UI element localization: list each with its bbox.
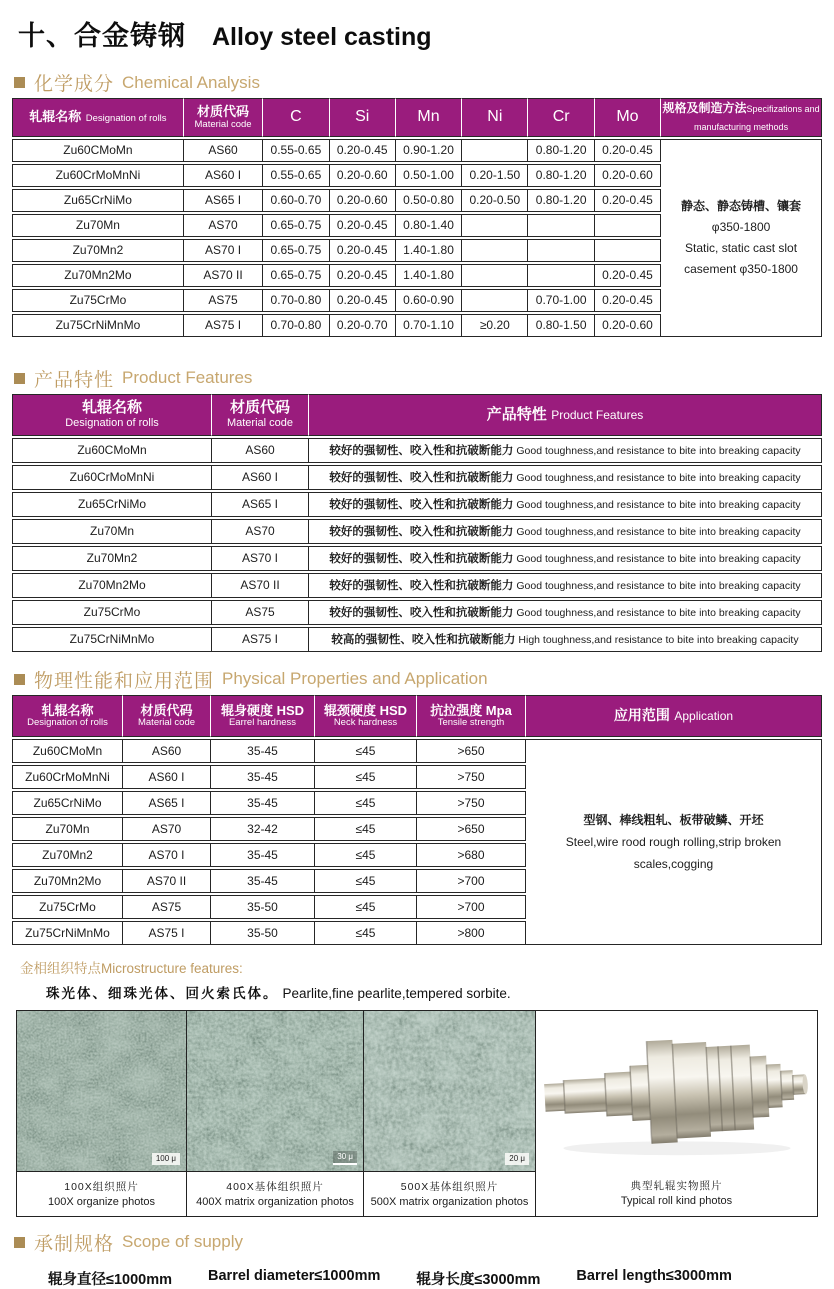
chemical-cell-c: 0.70-0.80 [263, 314, 329, 337]
section-heading-physical [14, 666, 834, 693]
col-header-element-mn: Mn [396, 98, 462, 137]
physical-cell-tensile: >680 [417, 843, 526, 867]
specs-line: φ350-1800 [711, 219, 771, 234]
physical-cell-neck: ≤45 [315, 895, 417, 919]
physical-cell-barrel: 35-45 [211, 739, 315, 763]
physical-table-row [12, 739, 822, 763]
physical-cell-neck: ≤45 [315, 921, 417, 945]
chemical-cell-si: 0.20-0.45 [330, 139, 396, 162]
features-cell-code: AS65 I [212, 492, 309, 517]
feature-text-cn: 较好的强韧性、咬入性和抗破断能力 [329, 579, 514, 592]
col-header-application: 应用范围 Application [526, 695, 822, 737]
col-header-element-ni: Ni [462, 98, 528, 137]
chemical-cell-name: Zu65CrNiMo [12, 189, 184, 212]
chemical-cell-mn: 0.60-0.90 [396, 289, 462, 312]
page-title-en: Alloy steel casting [212, 23, 432, 51]
feature-text-en: Good toughness,and resistance to bite into breaking capacity [516, 498, 801, 511]
features-cell-feature [309, 438, 822, 463]
physical-cell-barrel: 35-45 [211, 791, 315, 815]
physical-table-body [12, 739, 822, 945]
photo-caption: 100X组织照片 100X organize photos [17, 1172, 186, 1216]
features-cell-feature [309, 600, 822, 625]
chemical-cell-cr [528, 214, 594, 237]
section-heading-en: Product Features [122, 368, 253, 388]
features-cell-feature [309, 465, 822, 490]
physical-cell-neck: ≤45 [315, 843, 417, 867]
section-heading-en: Chemical Analysis [122, 72, 260, 92]
chemical-cell-name: Zu70Mn [12, 214, 184, 237]
physical-cell-neck: ≤45 [315, 817, 417, 841]
chemical-cell-si: 0.20-0.45 [330, 214, 396, 237]
features-table-row [12, 519, 822, 544]
physical-cell-tensile: >700 [417, 869, 526, 893]
feature-text-cn: 较好的强韧性、咬入性和抗破断能力 [329, 498, 514, 511]
features-cell-feature [309, 627, 822, 652]
feature-text-en: Good toughness,and resistance to bite into breaking capacity [516, 579, 801, 592]
features-cell-code: AS70 [212, 519, 309, 544]
physical-cell-tensile: >800 [417, 921, 526, 945]
square-bullet-icon [14, 1237, 25, 1248]
photo-col-500x [363, 1011, 535, 1216]
chemical-cell-c: 0.65-0.75 [263, 214, 329, 237]
chemical-cell-mn: 0.90-1.20 [396, 139, 462, 162]
product-features-table [12, 392, 822, 654]
feature-text-en: Good toughness,and resistance to bite into breaking capacity [516, 606, 801, 619]
chemical-cell-name: Zu75CrMo [12, 289, 184, 312]
physical-cell-name: Zu75CrMo [12, 895, 123, 919]
section-heading-cn: 化学成分 [34, 74, 115, 95]
chemical-analysis-table [12, 96, 822, 339]
col-header-tensile-strength: 抗拉强度 Mpa Tensile strength [417, 695, 526, 737]
feature-text-cn: 较好的强韧性、咬入性和抗破断能力 [329, 552, 514, 565]
chemical-cell-code: AS60 I [184, 164, 263, 187]
feature-text-en: High toughness,and resistance to bite into breaking capacity [518, 633, 799, 646]
physical-application-cell [526, 739, 822, 945]
photo-col-400x [186, 1011, 363, 1216]
chemical-cell-ni [462, 239, 528, 262]
physical-cell-code: AS60 [123, 739, 211, 763]
col-header-rolls: 轧辊名称 Designation of rolls [12, 98, 184, 137]
section-heading-features [14, 365, 834, 392]
photo-caption: 400X基体组织照片 400X matrix organization photos [187, 1172, 363, 1216]
physical-cell-code: AS65 I [123, 791, 211, 815]
chemical-cell-ni [462, 264, 528, 287]
section-heading-en: Physical Properties and Application [222, 669, 488, 689]
chemical-cell-mo: 0.20-0.45 [595, 189, 661, 212]
chemical-cell-code: AS60 [184, 139, 263, 162]
chemical-cell-mn: 1.40-1.80 [396, 264, 462, 287]
section-heading-cn: 产品特性 [34, 369, 115, 391]
photo-caption: 典型轧辊实物照片 Typical roll kind photos [536, 1171, 817, 1215]
page-title [0, 0, 834, 53]
col-header-element-cr: Cr [528, 98, 594, 137]
chemical-cell-si: 0.20-0.60 [330, 164, 396, 187]
roll-illustration [538, 1012, 816, 1170]
chemical-cell-name: Zu70Mn2 [12, 239, 184, 262]
chemical-cell-c: 0.65-0.75 [263, 239, 329, 262]
chemical-cell-mo: 0.20-0.45 [595, 289, 661, 312]
photo-caption: 500X基体组织照片 500X matrix organization photos [364, 1172, 535, 1216]
features-table-body [12, 438, 822, 652]
col-header-neck-hardness: 辊颈硬度 HSD Neck hardness [315, 695, 417, 737]
chemical-cell-mn: 0.50-0.80 [396, 189, 462, 212]
physical-cell-tensile: >700 [417, 895, 526, 919]
chemical-cell-mn: 0.50-1.00 [396, 164, 462, 187]
chemical-cell-mo: 0.20-0.45 [595, 264, 661, 287]
microstructure-photo-500x [364, 1011, 535, 1172]
scale-bar-label: 20 μ [505, 1153, 529, 1165]
col-header-element-si: Si [330, 98, 396, 137]
features-table-row [12, 627, 822, 652]
chemical-cell-c: 0.60-0.70 [263, 189, 329, 212]
physical-cell-code: AS70 I [123, 843, 211, 867]
application-line: 型钢、棒线粗轧、板带破鳞、开坯 [583, 812, 764, 827]
features-cell-name: Zu70Mn2 [12, 546, 212, 571]
feature-text-cn: 较好的强韧性、咬入性和抗破断能力 [329, 525, 514, 538]
chemical-cell-cr: 0.80-1.20 [528, 139, 594, 162]
chemical-cell-mn: 0.70-1.10 [396, 314, 462, 337]
feature-text-cn: 较高的强韧性、咬入性和抗破断能力 [331, 633, 516, 646]
chemical-table-header [12, 98, 822, 137]
section-heading-supply [14, 1229, 834, 1256]
section-heading-en: Scope of supply [122, 1232, 243, 1252]
page-title-cn: 十、合金铸钢 [18, 21, 186, 51]
features-cell-name: Zu75CrMo [12, 600, 212, 625]
microstructure-photo-400x [187, 1011, 363, 1172]
chemical-cell-cr [528, 239, 594, 262]
col-header-features: 产品特性 Product Features [309, 394, 822, 436]
physical-cell-code: AS75 I [123, 921, 211, 945]
chemical-cell-code: AS65 I [184, 189, 263, 212]
features-cell-feature [309, 519, 822, 544]
chemical-cell-cr: 0.80-1.50 [528, 314, 594, 337]
chemical-cell-code: AS70 [184, 214, 263, 237]
physical-cell-name: Zu70Mn2Mo [12, 869, 123, 893]
chemical-cell-si: 0.20-0.70 [330, 314, 396, 337]
feature-text-en: Good toughness,and resistance to bite into breaking capacity [516, 552, 801, 565]
col-header-rolls: 轧辊名称 Designation of rolls [12, 394, 212, 436]
chemical-cell-name: Zu60CMoMn [12, 139, 184, 162]
features-cell-feature [309, 573, 822, 598]
supply-spec-item: Barrel diameter≤1000mm [208, 1267, 381, 1284]
physical-cell-name: Zu60CMoMn [12, 739, 123, 763]
chemical-cell-ni [462, 214, 528, 237]
physical-cell-barrel: 35-50 [211, 921, 315, 945]
physical-properties-table [12, 693, 822, 947]
photo-col-roll [535, 1011, 817, 1216]
features-table-row [12, 573, 822, 598]
features-table-row [12, 600, 822, 625]
col-header-rolls: 轧辊名称 Designation of rolls [12, 695, 123, 737]
chemical-table-row [12, 139, 822, 162]
chemical-cell-cr [528, 264, 594, 287]
col-header-specs: 规格及制造方法Specifizations and manufacturing methods [661, 98, 822, 137]
physical-cell-name: Zu65CrNiMo [12, 791, 123, 815]
scale-bar-label: 100 μ [152, 1153, 180, 1165]
physical-cell-name: Zu75CrNiMnMo [12, 921, 123, 945]
chemical-cell-mo [595, 214, 661, 237]
chemical-cell-ni [462, 289, 528, 312]
physical-cell-barrel: 32-42 [211, 817, 315, 841]
feature-text-en: Good toughness,and resistance to bite into breaking capacity [516, 471, 801, 484]
features-cell-feature [309, 492, 822, 517]
photo-col-100x [17, 1011, 186, 1216]
chemical-table-body [12, 139, 822, 337]
features-cell-name: Zu75CrNiMnMo [12, 627, 212, 652]
chemical-cell-mo: 0.20-0.60 [595, 314, 661, 337]
chemical-cell-code: AS75 [184, 289, 263, 312]
physical-cell-neck: ≤45 [315, 765, 417, 789]
supply-spec-item: 辊身长度≤3000mm [416, 1271, 541, 1288]
chemical-cell-c: 0.65-0.75 [263, 264, 329, 287]
chemical-cell-code: AS70 II [184, 264, 263, 287]
col-header-element-mo: Mo [595, 98, 661, 137]
chemical-cell-si: 0.20-0.45 [330, 289, 396, 312]
col-header-code: 材质代码 Material code [123, 695, 211, 737]
specs-line: Static, static cast slot [685, 240, 798, 255]
physical-cell-neck: ≤45 [315, 791, 417, 815]
chemical-cell-mo: 0.20-0.60 [595, 164, 661, 187]
features-cell-name: Zu65CrNiMo [12, 492, 212, 517]
physical-cell-barrel: 35-45 [211, 765, 315, 789]
physical-cell-barrel: 35-50 [211, 895, 315, 919]
chemical-cell-code: AS70 I [184, 239, 263, 262]
microstructure-photo-100x [17, 1011, 186, 1172]
col-header-element-c: C [263, 98, 329, 137]
physical-cell-tensile: >650 [417, 817, 526, 841]
feature-text-cn: 较好的强韧性、咬入性和抗破断能力 [329, 444, 514, 457]
chemical-cell-ni: 0.20-0.50 [462, 189, 528, 212]
features-table-row [12, 546, 822, 571]
chemical-cell-cr: 0.80-1.20 [528, 164, 594, 187]
photo-grid [16, 1010, 818, 1217]
col-header-code: 材质代码 Material code [212, 394, 309, 436]
features-table-header [12, 394, 822, 436]
section-heading-cn: 物理性能和应用范围 [34, 670, 215, 692]
features-cell-code: AS75 [212, 600, 309, 625]
physical-cell-neck: ≤45 [315, 869, 417, 893]
physical-cell-tensile: >750 [417, 791, 526, 815]
physical-cell-tensile: >650 [417, 739, 526, 763]
features-cell-feature [309, 546, 822, 571]
features-cell-code: AS75 I [212, 627, 309, 652]
chemical-cell-ni: ≥0.20 [462, 314, 528, 337]
physical-cell-code: AS60 I [123, 765, 211, 789]
physical-cell-code: AS75 [123, 895, 211, 919]
physical-table-header [12, 695, 822, 737]
square-bullet-icon [14, 674, 25, 685]
supply-spec-item: 辊身直径≤1000mm [48, 1271, 173, 1288]
chemical-cell-name: Zu70Mn2Mo [12, 264, 184, 287]
chemical-cell-name: Zu60CrMoMnNi [12, 164, 184, 187]
chemical-cell-mo: 0.20-0.45 [595, 139, 661, 162]
features-table-row [12, 438, 822, 463]
microstructure-description: 珠光体、细珠光体、回火索氏体。 Pearlite,fine pearlite,tempered sorbite. [46, 985, 511, 1001]
feature-text-en: Good toughness,and resistance to bite into breaking capacity [516, 525, 801, 538]
physical-cell-code: AS70 II [123, 869, 211, 893]
square-bullet-icon [14, 373, 25, 384]
chemical-cell-mn: 0.80-1.40 [396, 214, 462, 237]
physical-cell-barrel: 35-45 [211, 869, 315, 893]
chemical-specs-cell [661, 139, 822, 337]
chemical-cell-c: 0.55-0.65 [263, 164, 329, 187]
section-heading-cn: 承制规格 [34, 1233, 115, 1255]
col-header-code: 材质代码 Material code [184, 98, 263, 137]
features-cell-code: AS60 [212, 438, 309, 463]
features-cell-name: Zu70Mn2Mo [12, 573, 212, 598]
supply-spec-item: Barrel length≤3000mm [576, 1267, 732, 1284]
physical-cell-neck: ≤45 [315, 739, 417, 763]
features-cell-code: AS70 I [212, 546, 309, 571]
chemical-cell-c: 0.70-0.80 [263, 289, 329, 312]
chemical-cell-code: AS75 I [184, 314, 263, 337]
physical-cell-barrel: 35-45 [211, 843, 315, 867]
features-table-row [12, 492, 822, 517]
features-cell-name: Zu70Mn [12, 519, 212, 544]
chemical-cell-si: 0.20-0.45 [330, 264, 396, 287]
section-heading-chemical [14, 69, 834, 96]
specs-line: 静态、静态铸槽、镶套 [681, 198, 802, 213]
application-line: Steel,wire rood rough rolling,strip broken scales,cogging [565, 834, 782, 871]
microstructure-label: 金相组织特点Microstructure features: [20, 960, 243, 976]
chemical-cell-ni [462, 139, 528, 162]
supply-specs-line [48, 1268, 834, 1289]
specs-line: casement φ350-1800 [684, 261, 798, 276]
scale-bar-label: 30 μ [333, 1151, 357, 1165]
features-cell-name: Zu60CMoMn [12, 438, 212, 463]
features-table-row [12, 465, 822, 490]
physical-cell-tensile: >750 [417, 765, 526, 789]
feature-text-cn: 较好的强韧性、咬入性和抗破断能力 [329, 471, 514, 484]
chemical-cell-mo [595, 239, 661, 262]
physical-cell-name: Zu70Mn2 [12, 843, 123, 867]
physical-cell-name: Zu60CrMoMnNi [12, 765, 123, 789]
physical-cell-code: AS70 [123, 817, 211, 841]
features-cell-code: AS60 I [212, 465, 309, 490]
chemical-cell-si: 0.20-0.45 [330, 239, 396, 262]
chemical-cell-c: 0.55-0.65 [263, 139, 329, 162]
chemical-cell-si: 0.20-0.60 [330, 189, 396, 212]
chemical-cell-mn: 1.40-1.80 [396, 239, 462, 262]
chemical-cell-ni: 0.20-1.50 [462, 164, 528, 187]
features-cell-name: Zu60CrMoMnNi [12, 465, 212, 490]
chemical-cell-cr: 0.80-1.20 [528, 189, 594, 212]
features-cell-code: AS70 II [212, 573, 309, 598]
physical-cell-name: Zu70Mn [12, 817, 123, 841]
col-header-barrel-hardness: 辊身硬度 HSD Earrel hardness [211, 695, 315, 737]
feature-text-cn: 较好的强韧性、咬入性和抗破断能力 [329, 606, 514, 619]
chemical-cell-cr: 0.70-1.00 [528, 289, 594, 312]
square-bullet-icon [14, 77, 25, 88]
roll-photo [536, 1011, 817, 1171]
chemical-cell-name: Zu75CrNiMnMo [12, 314, 184, 337]
feature-text-en: Good toughness,and resistance to bite into breaking capacity [516, 444, 801, 457]
